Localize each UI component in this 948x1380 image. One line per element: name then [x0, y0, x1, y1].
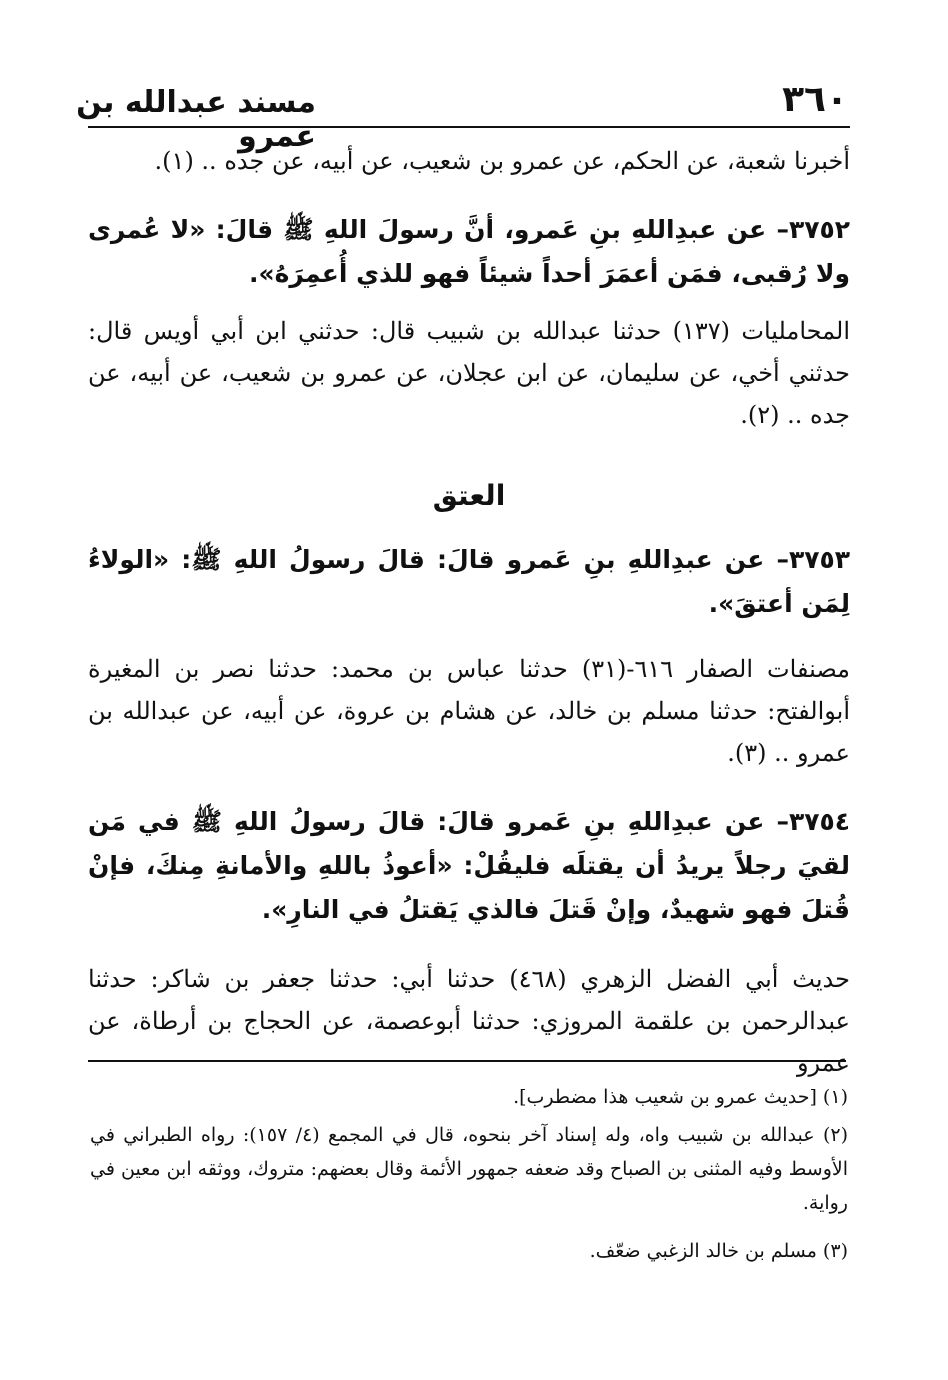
footnote-1: (١) [حديث عمرو بن شعيب هذا مضطرب].: [513, 1086, 848, 1108]
footnote-2: (٢) عبدالله بن شبيب واه، وله إسناد آخر بنحوه، قال في المجمع (٤/ ١٥٧): رواه الطبراني في الأوسط وفيه المثنى بن الصباح وقد ضعفه جمهور الأئمة وقال بعضهم: متروك، ووثقه ابن معين في رواية.: [90, 1124, 848, 1214]
section-heading: العتق: [432, 479, 506, 512]
footnote-3: (٣) مسلم بن خالد الزغبي ضعّف.: [589, 1240, 848, 1262]
hadith-3754: ٣٧٥٤– عن عبدِاللهِ بنِ عَمرو قالَ: قالَ رسولُ اللهِ ﷺ في مَن لقيَ رجلاً يريدُ أن يقتلَه فليقُلْ: «أعوذُ باللهِ والأمانةِ مِنكَ، فإنْ قُتلَ فهو شهيدٌ، وإنْ قَتلَ فالذي يَقتلُ في النارِ».: [88, 807, 850, 924]
header-rule: [88, 126, 850, 128]
narration-paragraph-2: المحامليات (١٣٧) حدثنا عبدالله بن شبيب قال: حدثني ابن أبي أويس قال: حدثني أخي، عن سليمان، عن ابن عجلان، عن عمرو بن شعيب، عن أبيه، عن جده .. (٢).: [88, 317, 850, 429]
hadith-3753: ٣٧٥٣– عن عبدِاللهِ بنِ عَمرو قالَ: قالَ رسولُ اللهِ ﷺ: «الولاءُ لِمَن أعتقَ».: [88, 545, 850, 618]
page-number: ٣٦٠: [782, 79, 848, 120]
narration-paragraph-3: مصنفات الصفار ٦١٦-(٣١) حدثنا عباس بن محمد: حدثنا نصر بن المغيرة أبوالفتح: حدثنا مسلم بن خالد، عن هشام بن عروة، عن أبيه، عن عبدالله بن عمرو .. (٣).: [88, 655, 850, 767]
running-header-title: مسند عبدالله بن عمرو: [76, 85, 316, 154]
narration-paragraph-4: حديث أبي الفضل الزهري (٤٦٨) حدثنا أبي: حدثنا جعفر بن شاكر: حدثنا عبدالرحمن بن علقمة المروزي: حدثنا أبوعصمة، عن الحجاج بن أرطاة، عن عمرو: [88, 965, 850, 1077]
footnote-rule: [88, 1060, 846, 1062]
narration-paragraph-1: أخبرنا شعبة، عن الحكم، عن عمرو بن شعيب، عن أبيه، عن جده .. (١).: [154, 147, 850, 175]
hadith-3752: ٣٧٥٢– عن عبدِاللهِ بنِ عَمرو، أنَّ رسولَ اللهِ ﷺ قالَ: «لا عُمرى ولا رُقبى، فمَن أعمَرَ أحداً شيئاً فهو للذي أُعمِرَهُ».: [88, 215, 850, 288]
